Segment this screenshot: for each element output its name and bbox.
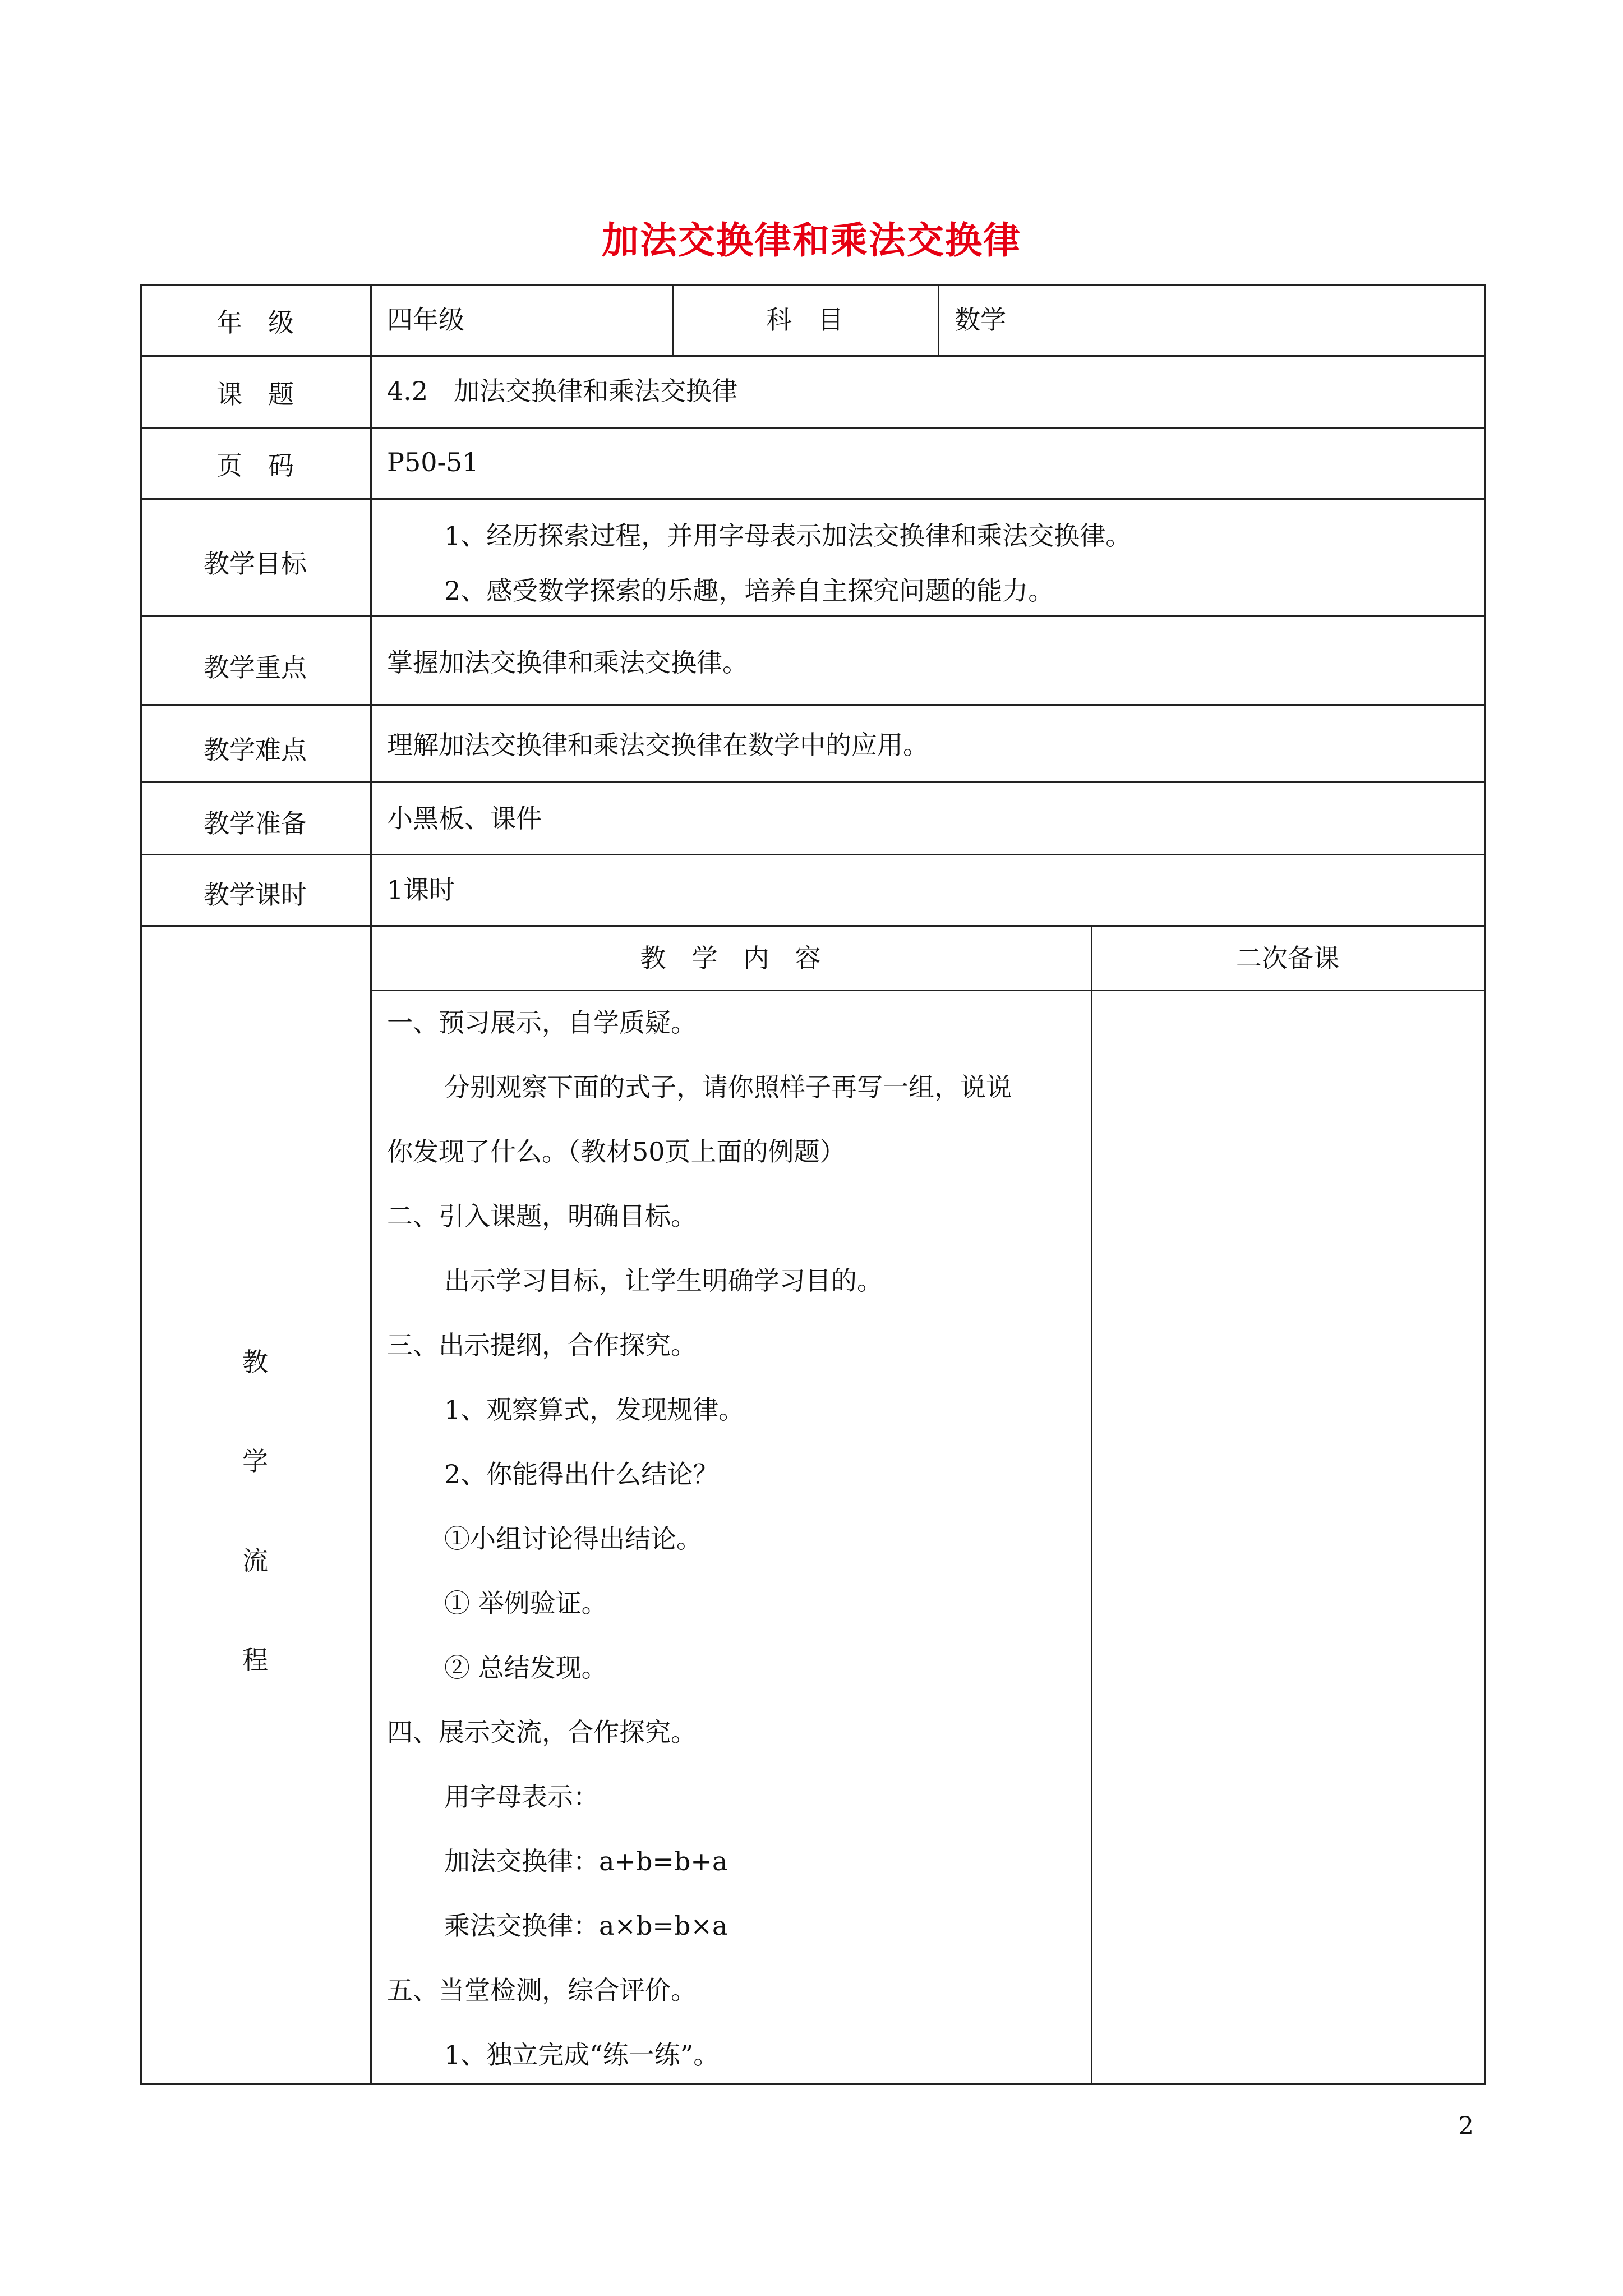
process-line: 出示学习目标，让学生明确学习目的。 <box>444 1266 883 1296</box>
table-border <box>938 284 939 357</box>
process-line: 二、引入课题，明确目标。 <box>387 1201 697 1231</box>
process-line: 2、你能得出什么结论？ <box>444 1459 719 1489</box>
table-border <box>140 498 1486 500</box>
topic-value: 4.2 加法交换律和乘法交换律 <box>387 376 738 406</box>
table-border <box>140 704 1486 706</box>
grade-value: 四年级 <box>387 305 464 335</box>
process-line: 四、展示交流，合作探究。 <box>387 1717 697 1747</box>
process-label-char: 程 <box>242 1645 268 1675</box>
process-line: 乘法交换律：a×b=b×a <box>444 1911 728 1941</box>
pages-label: 页 码 <box>216 450 294 481</box>
topic-label: 课 题 <box>216 379 294 409</box>
table-border <box>140 284 1486 286</box>
pages-value: P50-51 <box>387 447 479 477</box>
hours-value: 1课时 <box>387 875 455 905</box>
objectives-label: 教学目标 <box>204 549 307 579</box>
notes-header: 二次备课 <box>1236 943 1339 973</box>
table-border <box>370 990 1486 991</box>
objective-line: 2、感受数学探索的乐趣，培养自主探究问题的能力。 <box>444 576 1054 606</box>
subject-value: 数学 <box>955 305 1006 335</box>
page-title: 加法交换律和乘法交换律 <box>602 218 1021 262</box>
preparation-label: 教学准备 <box>204 808 307 839</box>
grade-label: 年 级 <box>216 307 294 338</box>
process-label-char: 学 <box>242 1446 268 1476</box>
table-border <box>140 2083 1486 2085</box>
table-border <box>1484 284 1486 2085</box>
difficulties-value: 理解加法交换律和乘法交换律在数学中的应用。 <box>387 730 929 760</box>
process-line: 用字母表示： <box>444 1782 599 1812</box>
content-header: 教 学 内 容 <box>640 943 821 973</box>
subject-label: 科 目 <box>766 305 843 335</box>
hours-label: 教学课时 <box>204 880 307 910</box>
process-label-char: 流 <box>242 1545 268 1576</box>
process-line: 一、预习展示，自学质疑。 <box>387 1007 697 1038</box>
table-border <box>140 854 1486 855</box>
difficulties-label: 教学难点 <box>204 735 307 765</box>
process-line: 你发现了什么。（教材50页上面的例题） <box>387 1137 846 1167</box>
table-border <box>140 615 1486 617</box>
process-line: ①小组讨论得出结论。 <box>444 1524 702 1554</box>
process-line: 三、出示提纲，合作探究。 <box>387 1330 697 1360</box>
process-line: 分别观察下面的式子，请你照样子再写一组，说说 <box>444 1072 1012 1102</box>
objective-line: 1、经历探索过程，并用字母表示加法交换律和乘法交换律。 <box>444 521 1132 551</box>
key-points-value: 掌握加法交换律和乘法交换律。 <box>387 647 748 678</box>
table-border <box>140 427 1486 429</box>
process-line: ② 总结发现。 <box>444 1653 607 1683</box>
process-line: 五、当堂检测，综合评价。 <box>387 1975 697 2005</box>
preparation-value: 小黑板、课件 <box>387 803 542 834</box>
key-points-label: 教学重点 <box>204 652 307 683</box>
process-line: ① 举例验证。 <box>444 1588 607 1618</box>
process-line: 1、观察算式，发现规律。 <box>444 1395 745 1425</box>
table-border <box>140 781 1486 783</box>
table-border <box>140 925 1486 927</box>
process-label-char: 教 <box>242 1347 268 1377</box>
page-number: 2 <box>1458 2112 1474 2141</box>
process-line: 1、独立完成“练一练”。 <box>444 2040 720 2070</box>
table-border <box>370 284 372 2085</box>
process-line: 加法交换律：a+b=b+a <box>444 1846 728 1876</box>
table-border <box>1091 925 1092 2085</box>
table-border <box>140 355 1486 357</box>
